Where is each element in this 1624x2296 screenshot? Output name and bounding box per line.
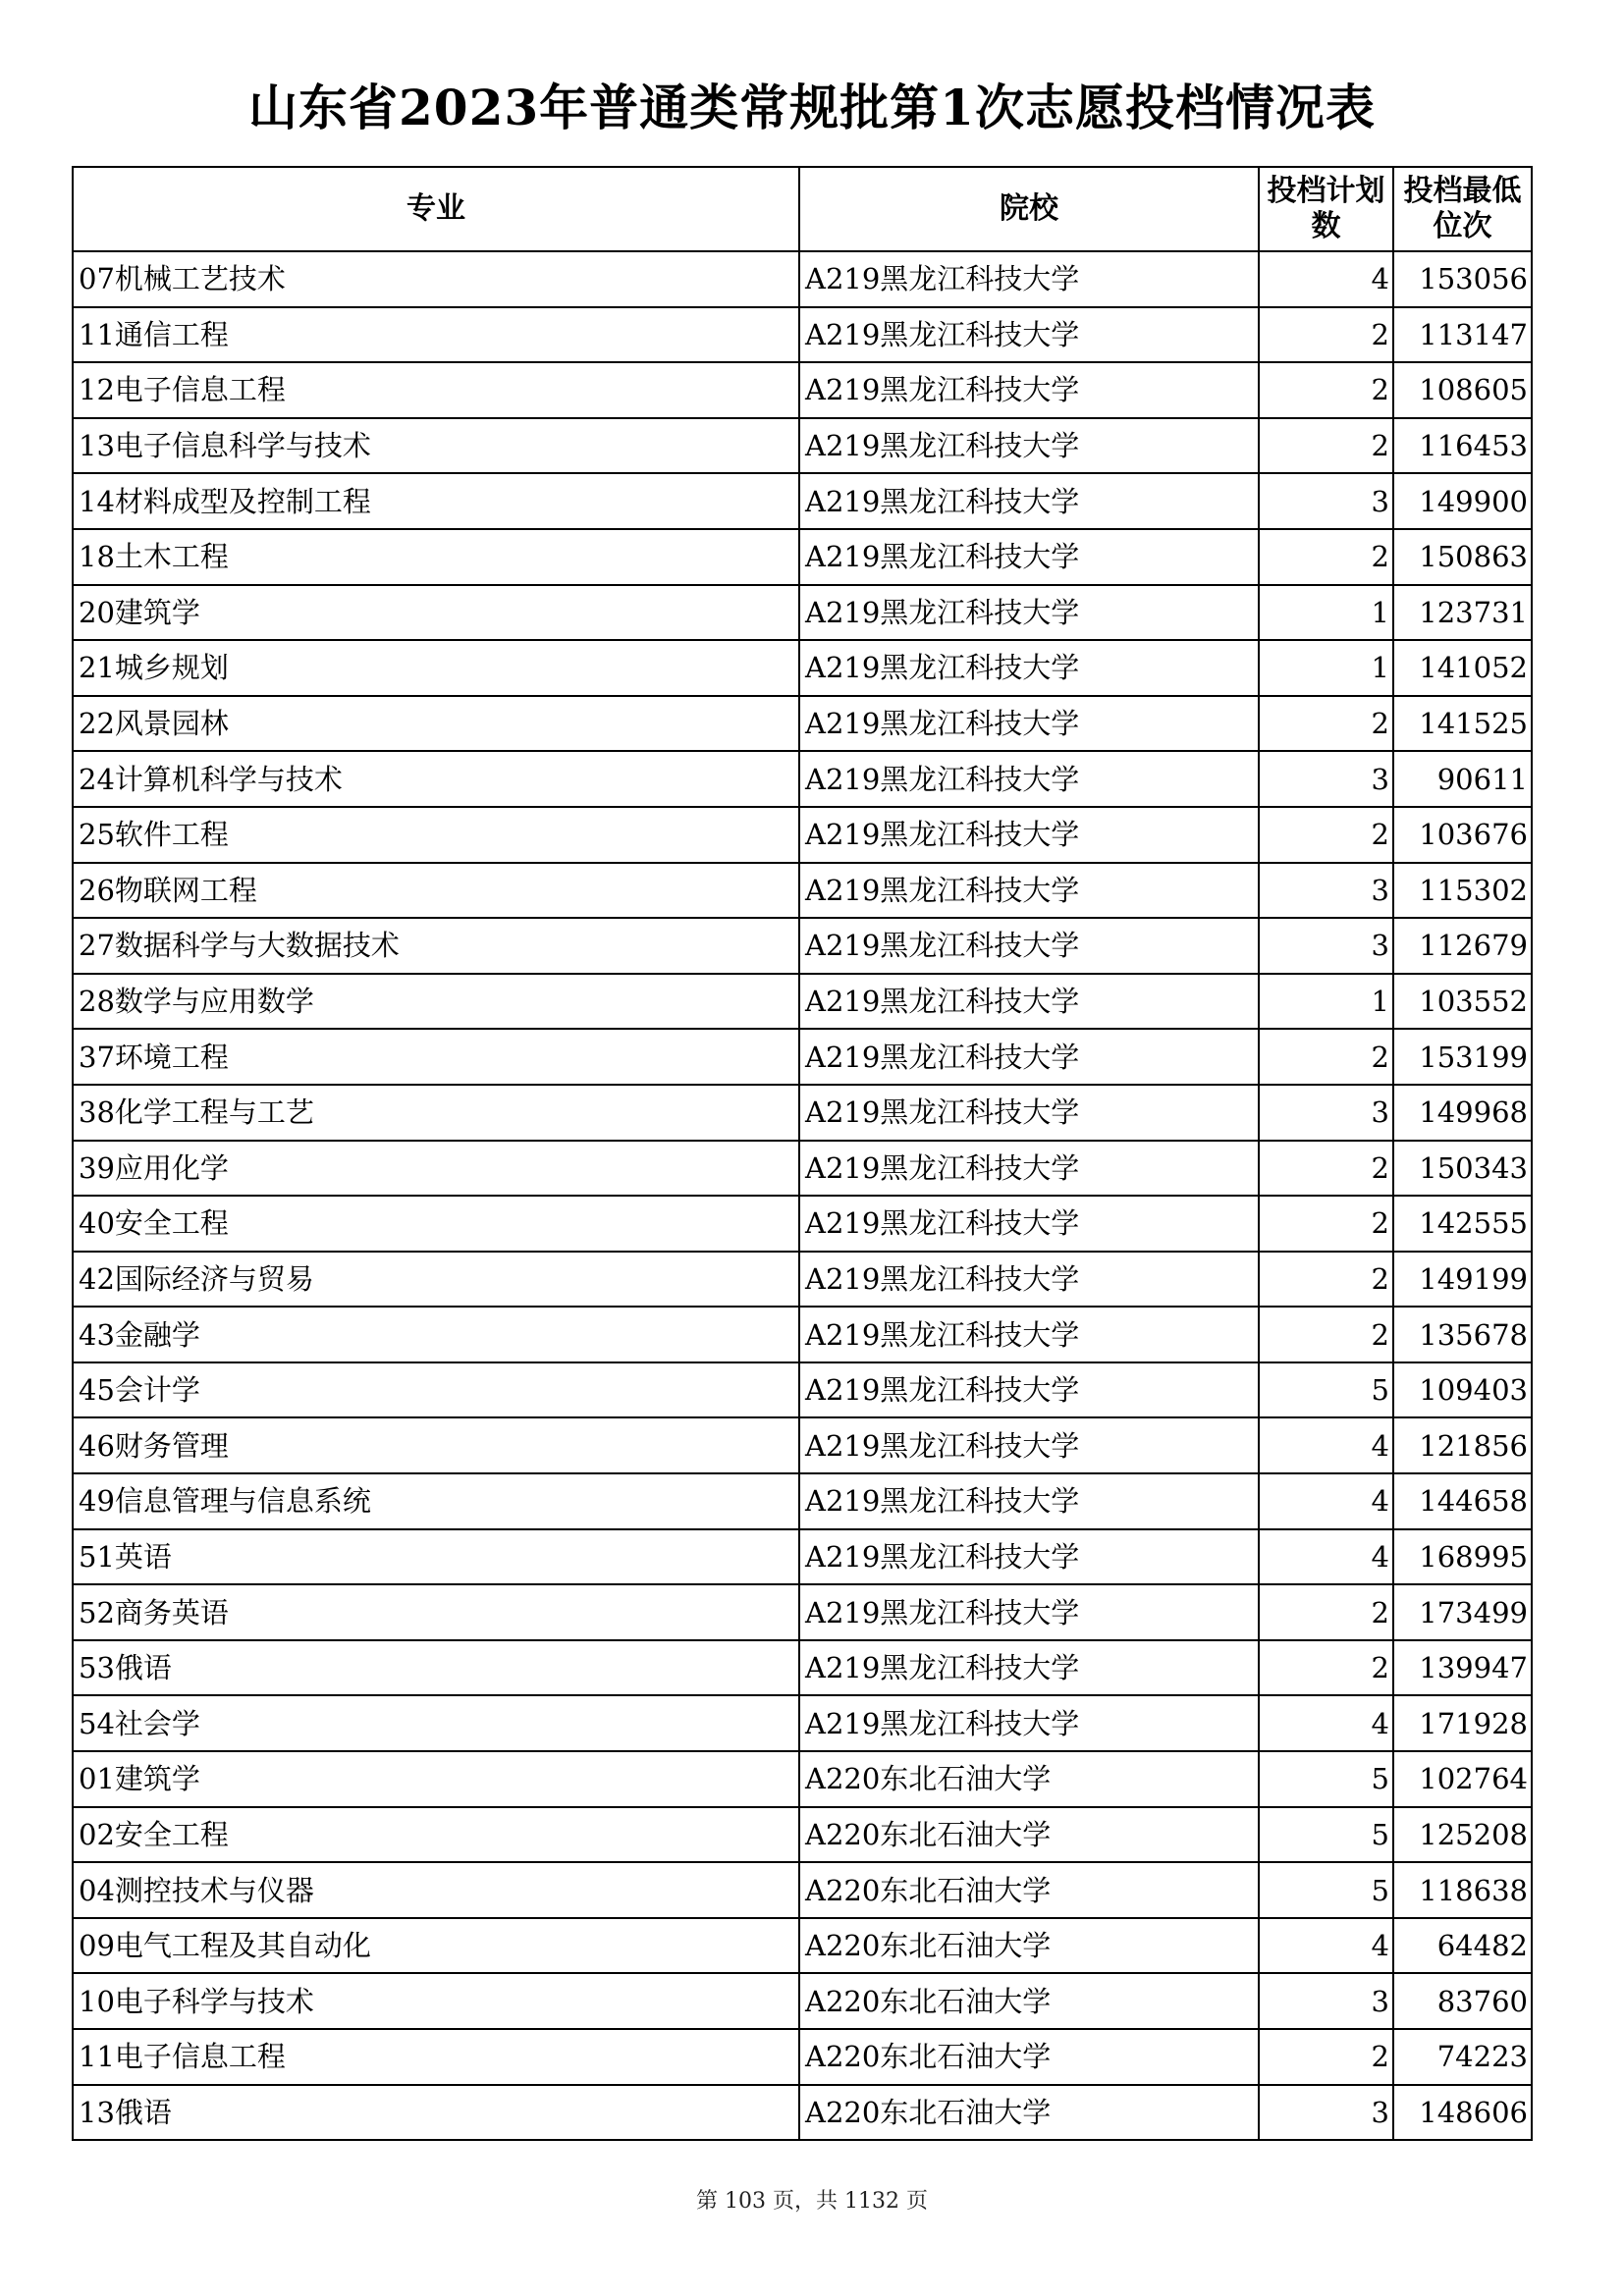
cell-rank: 153199 xyxy=(1393,1029,1532,1085)
cell-major: 49信息管理与信息系统 xyxy=(73,1473,799,1529)
cell-school: A220东北石油大学 xyxy=(799,1807,1259,1863)
cell-plan: 2 xyxy=(1259,529,1393,585)
cell-rank: 123731 xyxy=(1393,585,1532,641)
table-row xyxy=(73,585,1532,641)
table-row xyxy=(73,696,1532,752)
cell-school: A219黑龙江科技大学 xyxy=(799,307,1259,363)
cell-plan: 1 xyxy=(1259,974,1393,1030)
cell-major: 52商务英语 xyxy=(73,1584,799,1640)
cell-school: A219黑龙江科技大学 xyxy=(799,529,1259,585)
cell-major: 42国际经济与贸易 xyxy=(73,1252,799,1308)
cell-plan: 4 xyxy=(1259,251,1393,307)
cell-major: 22风景园林 xyxy=(73,696,799,752)
cell-plan: 2 xyxy=(1259,1584,1393,1640)
table-row xyxy=(73,1141,1532,1197)
table-row xyxy=(73,1584,1532,1640)
cell-major: 27数据科学与大数据技术 xyxy=(73,918,799,974)
cell-school: A219黑龙江科技大学 xyxy=(799,418,1259,474)
cell-major: 11通信工程 xyxy=(73,307,799,363)
table-row xyxy=(73,1473,1532,1529)
cell-plan: 1 xyxy=(1259,640,1393,696)
table-row xyxy=(73,1307,1532,1362)
cell-plan: 5 xyxy=(1259,1751,1393,1807)
table-row xyxy=(73,918,1532,974)
cell-major: 18土木工程 xyxy=(73,529,799,585)
cell-school: A219黑龙江科技大学 xyxy=(799,751,1259,807)
table-row xyxy=(73,418,1532,474)
header-plan: 投档计划数 xyxy=(1259,167,1393,251)
cell-rank: 116453 xyxy=(1393,418,1532,474)
cell-major: 12电子信息工程 xyxy=(73,362,799,418)
cell-major: 39应用化学 xyxy=(73,1141,799,1197)
cell-plan: 3 xyxy=(1259,473,1393,529)
table-row xyxy=(73,751,1532,807)
cell-rank: 103552 xyxy=(1393,974,1532,1030)
cell-plan: 2 xyxy=(1259,362,1393,418)
cell-rank: 118638 xyxy=(1393,1862,1532,1918)
cell-major: 38化学工程与工艺 xyxy=(73,1085,799,1141)
cell-major: 04测控技术与仪器 xyxy=(73,1862,799,1918)
cell-major: 07机械工艺技术 xyxy=(73,251,799,307)
table-row xyxy=(73,807,1532,863)
page-title: 山东省2023年普通类常规批第1次志愿投档情况表 xyxy=(248,79,1376,136)
cell-major: 46财务管理 xyxy=(73,1417,799,1473)
cell-school: A219黑龙江科技大学 xyxy=(799,1640,1259,1696)
cell-plan: 2 xyxy=(1259,1640,1393,1696)
admissions-table xyxy=(72,166,1533,2141)
table-row xyxy=(73,307,1532,363)
cell-school: A219黑龙江科技大学 xyxy=(799,1252,1259,1308)
cell-plan: 5 xyxy=(1259,1362,1393,1418)
cell-plan: 3 xyxy=(1259,1085,1393,1141)
cell-major: 09电气工程及其自动化 xyxy=(73,1918,799,1974)
cell-plan: 3 xyxy=(1259,751,1393,807)
cell-rank: 168995 xyxy=(1393,1529,1532,1585)
cell-school: A219黑龙江科技大学 xyxy=(799,251,1259,307)
table-row xyxy=(73,1417,1532,1473)
cell-school: A219黑龙江科技大学 xyxy=(799,1196,1259,1252)
cell-rank: 148606 xyxy=(1393,2085,1532,2141)
table-row xyxy=(73,1640,1532,1696)
cell-school: A220东北石油大学 xyxy=(799,1973,1259,2029)
cell-plan: 2 xyxy=(1259,1307,1393,1362)
cell-school: A220东北石油大学 xyxy=(799,1862,1259,1918)
cell-school: A220东北石油大学 xyxy=(799,2085,1259,2141)
cell-rank: 142555 xyxy=(1393,1196,1532,1252)
cell-plan: 2 xyxy=(1259,307,1393,363)
cell-major: 28数学与应用数学 xyxy=(73,974,799,1030)
cell-school: A219黑龙江科技大学 xyxy=(799,863,1259,919)
cell-rank: 64482 xyxy=(1393,1918,1532,1974)
table-row xyxy=(73,863,1532,919)
cell-rank: 115302 xyxy=(1393,863,1532,919)
table-row xyxy=(73,1196,1532,1252)
cell-rank: 139947 xyxy=(1393,1640,1532,1696)
table-row xyxy=(73,1807,1532,1863)
cell-plan: 3 xyxy=(1259,1973,1393,2029)
cell-plan: 5 xyxy=(1259,1862,1393,1918)
cell-major: 51英语 xyxy=(73,1529,799,1585)
cell-school: A219黑龙江科技大学 xyxy=(799,1085,1259,1141)
cell-major: 43金融学 xyxy=(73,1307,799,1362)
cell-school: A219黑龙江科技大学 xyxy=(799,473,1259,529)
cell-major: 54社会学 xyxy=(73,1695,799,1751)
table-row xyxy=(73,1029,1532,1085)
cell-school: A219黑龙江科技大学 xyxy=(799,696,1259,752)
cell-rank: 135678 xyxy=(1393,1307,1532,1362)
cell-school: A219黑龙江科技大学 xyxy=(799,1417,1259,1473)
cell-rank: 149968 xyxy=(1393,1085,1532,1141)
header-major: 专业 xyxy=(73,167,799,251)
page-number: 第 103 页，共 1132 页 xyxy=(696,2189,928,2214)
cell-major: 01建筑学 xyxy=(73,1751,799,1807)
header-rank: 投档最低位次 xyxy=(1393,167,1532,251)
cell-plan: 2 xyxy=(1259,1196,1393,1252)
cell-rank: 149900 xyxy=(1393,473,1532,529)
cell-major: 20建筑学 xyxy=(73,585,799,641)
cell-school: A219黑龙江科技大学 xyxy=(799,1029,1259,1085)
cell-plan: 3 xyxy=(1259,2085,1393,2141)
cell-rank: 171928 xyxy=(1393,1695,1532,1751)
cell-rank: 108605 xyxy=(1393,362,1532,418)
cell-school: A219黑龙江科技大学 xyxy=(799,1307,1259,1362)
cell-major: 26物联网工程 xyxy=(73,863,799,919)
cell-plan: 2 xyxy=(1259,1252,1393,1308)
cell-plan: 4 xyxy=(1259,1695,1393,1751)
cell-school: A220东北石油大学 xyxy=(799,2029,1259,2085)
table-row xyxy=(73,473,1532,529)
cell-major: 21城乡规划 xyxy=(73,640,799,696)
cell-plan: 2 xyxy=(1259,696,1393,752)
cell-school: A220东北石油大学 xyxy=(799,1751,1259,1807)
cell-rank: 121856 xyxy=(1393,1417,1532,1473)
cell-rank: 153056 xyxy=(1393,251,1532,307)
cell-rank: 125208 xyxy=(1393,1807,1532,1863)
table-row xyxy=(73,640,1532,696)
cell-plan: 5 xyxy=(1259,1807,1393,1863)
cell-major: 11电子信息工程 xyxy=(73,2029,799,2085)
cell-major: 10电子科学与技术 xyxy=(73,1973,799,2029)
table-row xyxy=(73,1751,1532,1807)
cell-rank: 144658 xyxy=(1393,1473,1532,1529)
cell-rank: 90611 xyxy=(1393,751,1532,807)
table-row xyxy=(73,1362,1532,1418)
cell-rank: 103676 xyxy=(1393,807,1532,863)
cell-plan: 4 xyxy=(1259,1529,1393,1585)
cell-school: A219黑龙江科技大学 xyxy=(799,1695,1259,1751)
cell-rank: 113147 xyxy=(1393,307,1532,363)
table-row xyxy=(73,1918,1532,1974)
table-row xyxy=(73,1973,1532,2029)
cell-major: 45会计学 xyxy=(73,1362,799,1418)
cell-major: 13电子信息科学与技术 xyxy=(73,418,799,474)
cell-school: A219黑龙江科技大学 xyxy=(799,362,1259,418)
cell-major: 14材料成型及控制工程 xyxy=(73,473,799,529)
cell-school: A219黑龙江科技大学 xyxy=(799,1473,1259,1529)
table-row xyxy=(73,1862,1532,1918)
cell-major: 37环境工程 xyxy=(73,1029,799,1085)
cell-plan: 3 xyxy=(1259,918,1393,974)
cell-rank: 141525 xyxy=(1393,696,1532,752)
cell-rank: 74223 xyxy=(1393,2029,1532,2085)
cell-plan: 1 xyxy=(1259,585,1393,641)
cell-rank: 141052 xyxy=(1393,640,1532,696)
table-header-row xyxy=(73,167,1532,251)
cell-school: A219黑龙江科技大学 xyxy=(799,640,1259,696)
table-row xyxy=(73,2085,1532,2141)
cell-rank: 150863 xyxy=(1393,529,1532,585)
cell-school: A220东北石油大学 xyxy=(799,1918,1259,1974)
cell-rank: 173499 xyxy=(1393,1584,1532,1640)
cell-rank: 83760 xyxy=(1393,1973,1532,2029)
table-row xyxy=(73,529,1532,585)
cell-rank: 109403 xyxy=(1393,1362,1532,1418)
cell-school: A219黑龙江科技大学 xyxy=(799,807,1259,863)
cell-plan: 4 xyxy=(1259,1417,1393,1473)
table-row xyxy=(73,362,1532,418)
cell-rank: 112679 xyxy=(1393,918,1532,974)
table-row xyxy=(73,974,1532,1030)
cell-school: A219黑龙江科技大学 xyxy=(799,1529,1259,1585)
cell-plan: 2 xyxy=(1259,807,1393,863)
table-row xyxy=(73,1529,1532,1585)
cell-plan: 2 xyxy=(1259,1029,1393,1085)
table-row xyxy=(73,1252,1532,1308)
cell-plan: 4 xyxy=(1259,1918,1393,1974)
cell-rank: 102764 xyxy=(1393,1751,1532,1807)
cell-major: 13俄语 xyxy=(73,2085,799,2141)
cell-school: A219黑龙江科技大学 xyxy=(799,1584,1259,1640)
cell-plan: 4 xyxy=(1259,1473,1393,1529)
cell-major: 53俄语 xyxy=(73,1640,799,1696)
cell-plan: 3 xyxy=(1259,863,1393,919)
cell-plan: 2 xyxy=(1259,418,1393,474)
cell-rank: 149199 xyxy=(1393,1252,1532,1308)
header-school: 院校 xyxy=(799,167,1259,251)
cell-school: A219黑龙江科技大学 xyxy=(799,918,1259,974)
cell-major: 02安全工程 xyxy=(73,1807,799,1863)
table-row xyxy=(73,1695,1532,1751)
table-row xyxy=(73,1085,1532,1141)
cell-plan: 2 xyxy=(1259,2029,1393,2085)
cell-school: A219黑龙江科技大学 xyxy=(799,1362,1259,1418)
cell-rank: 150343 xyxy=(1393,1141,1532,1197)
cell-school: A219黑龙江科技大学 xyxy=(799,974,1259,1030)
cell-major: 40安全工程 xyxy=(73,1196,799,1252)
table-row xyxy=(73,2029,1532,2085)
cell-school: A219黑龙江科技大学 xyxy=(799,585,1259,641)
cell-major: 25软件工程 xyxy=(73,807,799,863)
cell-plan: 2 xyxy=(1259,1141,1393,1197)
cell-school: A219黑龙江科技大学 xyxy=(799,1141,1259,1197)
cell-major: 24计算机科学与技术 xyxy=(73,751,799,807)
table-body xyxy=(73,251,1532,2140)
table-row xyxy=(73,251,1532,307)
